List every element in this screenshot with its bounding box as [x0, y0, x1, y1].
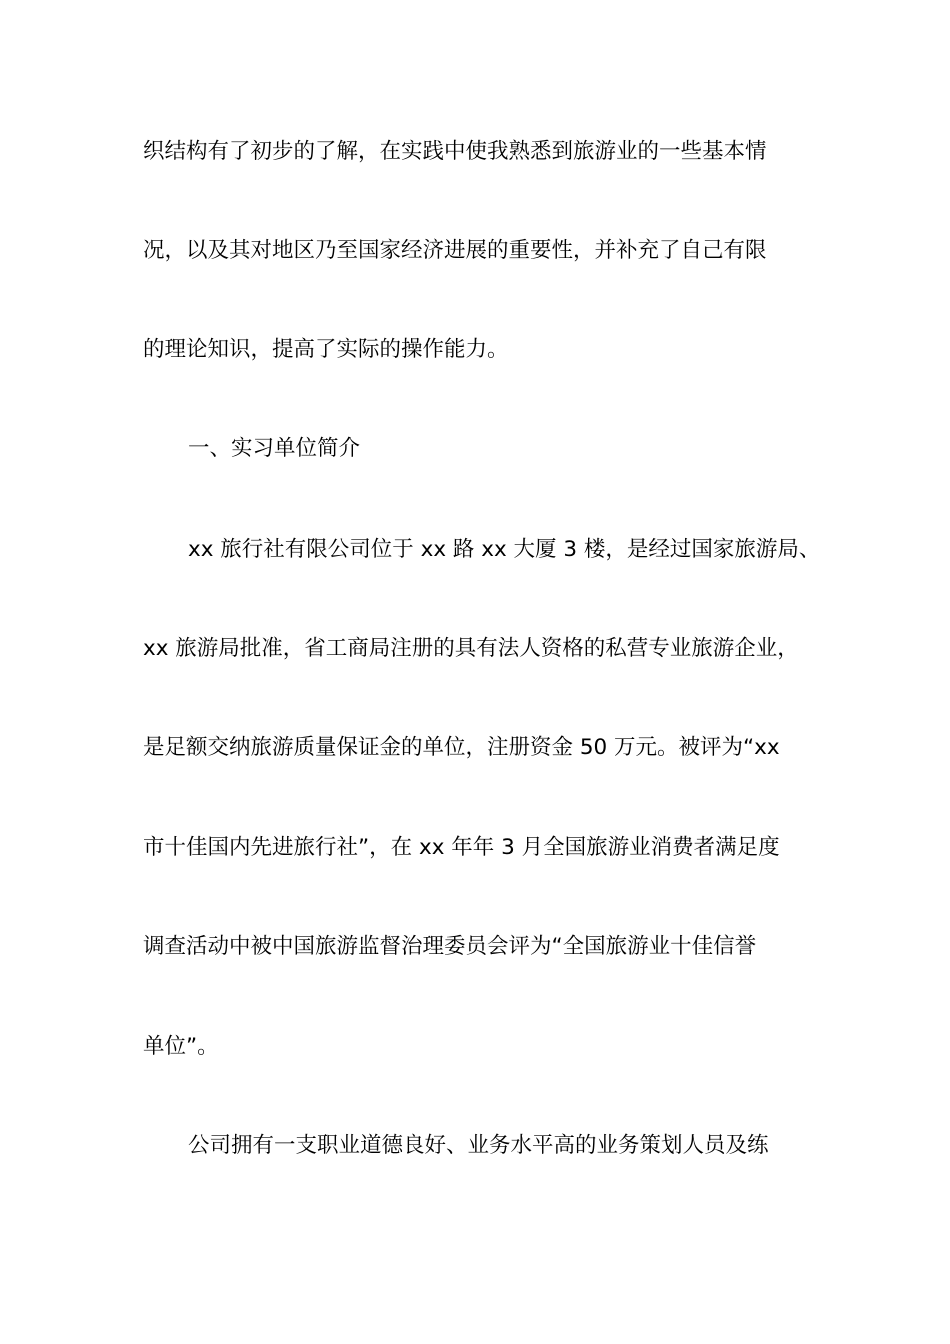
paragraph-line: xx 旅游局批准，省工商局注册的具有法人资格的私营专业旅游企业，: [143, 636, 799, 661]
section-heading: 一、实习单位简介: [188, 436, 361, 461]
paragraph-line: 调查活动中被中国旅游监督治理委员会评为“全国旅游业十佳信誉: [143, 934, 757, 959]
paragraph-line: 织结构有了初步的了解，在实践中使我熟悉到旅游业的一些基本情: [143, 139, 767, 164]
paragraph-line: 的理论知识，提高了实际的操作能力。: [143, 337, 509, 362]
paragraph-line: xx 旅行社有限公司位于 xx 路 xx 大厦 3 楼，是经过国家旅游局、: [188, 537, 821, 562]
paragraph-line: 是足额交纳旅游质量保证金的单位，注册资金 50 万元。被评为“xx: [143, 735, 780, 760]
paragraph-line: 公司拥有一支职业道德良好、业务水平高的业务策划人员及练: [188, 1133, 769, 1158]
paragraph-line: 单位”。: [143, 1034, 219, 1059]
paragraph-line: 况，以及其对地区乃至国家经济进展的重要性，并补充了自己有限: [143, 238, 767, 263]
paragraph-line: 市十佳国内先进旅行社”，在 xx 年年 3 月全国旅游业消费者满足度: [143, 835, 780, 860]
